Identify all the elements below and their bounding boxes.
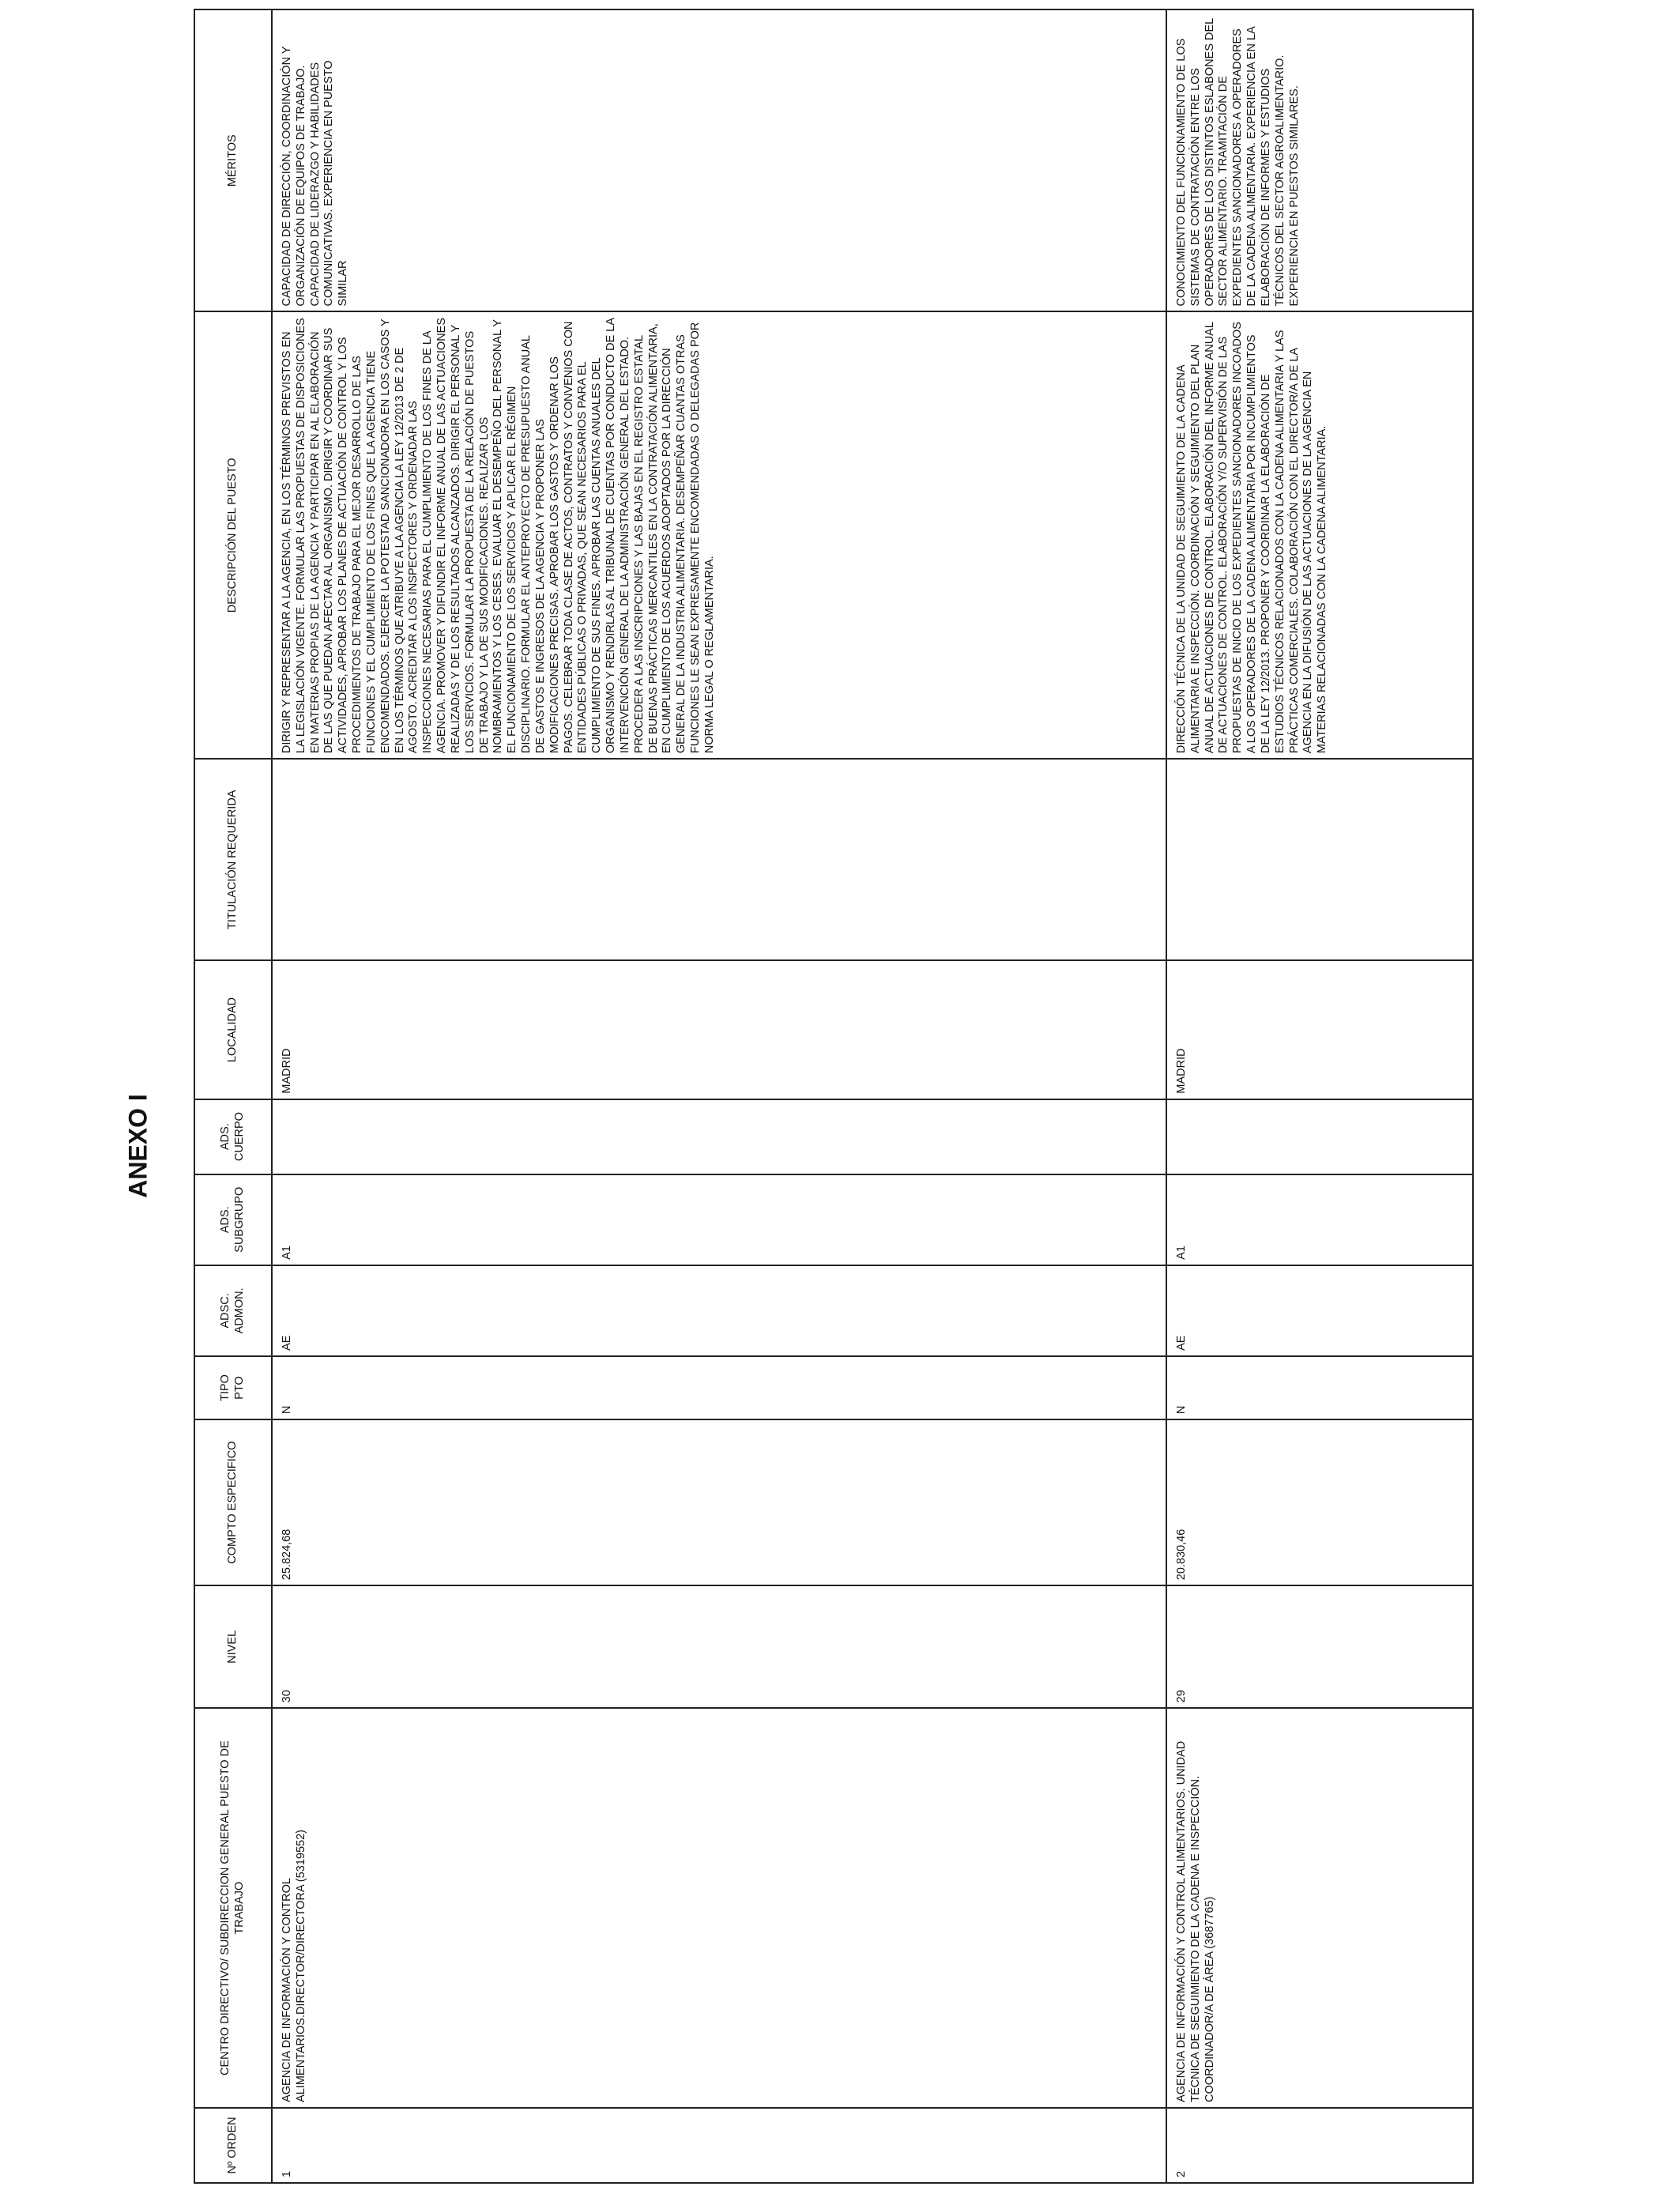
header-adsc-admon: ADSC. ADMON.	[194, 1265, 272, 1356]
cell-orden: 2	[1166, 2108, 1473, 2183]
cell-localidad: MADRID	[272, 960, 1166, 1099]
header-compto: COMPTO ESPECIFICO	[194, 1419, 272, 1585]
cell-compto: 20.830,46	[1166, 1419, 1473, 1585]
page-title: ANEXO I	[123, 1094, 153, 1198]
cell-centro: AGENCIA DE INFORMACIÓN Y CONTROL ALIMENTARIOS.DIRECTOR/DIRECTORA (5319552)	[272, 1708, 1166, 2108]
cell-nivel: 30	[272, 1585, 1166, 1708]
header-descripcion: DESCRIPCIÓN DEL PUESTO	[194, 312, 272, 760]
cell-nivel: 29	[1166, 1585, 1473, 1708]
cell-ads-subgrupo: A1	[1166, 1174, 1473, 1265]
header-localidad: LOCALIDAD	[194, 960, 272, 1099]
header-titulacion: TITULACIÓN REQUERIDA	[194, 759, 272, 960]
cell-ads-cuerpo	[1166, 1099, 1473, 1174]
header-nivel: NIVEL	[194, 1585, 272, 1708]
header-centro: CENTRO DIRECTIVO/ SUBDIRECCION GENERAL PUESTO DE TRABAJO	[194, 1708, 272, 2108]
cell-adsc-admon: AE	[1166, 1265, 1473, 1356]
cell-tipo: N	[1166, 1356, 1473, 1419]
header-tipo: TIPO PTO	[194, 1356, 272, 1419]
cell-centro: AGENCIA DE INFORMACIÓN Y CONTROL ALIMENTARIOS. UNIDAD TÉCNICA DE SEGUIMIENTO DE LA CADENA E INSPECCIÓN. COORDINADOR/A DE ÁREA (3687765)	[1166, 1708, 1473, 2108]
table-row	[1166, 9, 1473, 2183]
cell-descripcion: DIRECCIÓN TÉCNICA DE LA UNIDAD DE SEGUIMIENTO DE LA CADENA ALIMENTARIA E INSPECCIÓN. COORDINACIÓN Y SEGUIMIENTO DEL PLAN ANUAL DE ACTUACIONES DE CONTROL. ELABORACIÓN DEL INFORME ANUAL DE ACTUACIONES DE CONTROL. ELABORACIÓN Y/O SUPERVISIÓN DE LAS PROPUESTAS DE INICIO DE LOS EXPEDIENTES SANCIONADORES INCOADOS A LOS OPERADORES DE LA CADENA ALIMENTARIA POR INCUMPLIMIENTOS DE LA LEY 12/2013. PROPONER Y COORDINAR LA ELABORACIÓN DE ESTUDIOS TÉCNICOS RELACIONADOS CON LA CADENA ALIMENTARIA Y LAS PRÁCTICAS COMERCIALES. COLABORACIÓN CON EL DIRECTOR/A DE LA AGENCIA EN LA DIFUSIÓN DE LAS ACTUACIONES DE LA AGENCIA EN MATERIAS RELACIONADAS CON LA CADENA ALIMENTARIA.	[1166, 312, 1473, 760]
header-ads-cuerpo: ADS. CUERPO	[194, 1099, 272, 1174]
cell-meritos: CONOCIMIENTO DEL FUNCIONAMIENTO DE LOS SISTEMAS DE CONTRATACIÓN ENTRE LOS OPERADORES DE LOS DISTINTOS ESLABONES DEL SECTOR ALIMENTARIO. TRAMITACIÓN DE EXPEDIENTES SANCIONADORES A OPERADORES DE LA CADENA ALIMENTARIA. EXPERIENCIA EN LA ELABORACIÓN DE INFORMES Y ESTUDIOS TÉCNICOS DEL SECTOR AGROALIMENTARIO. EXPERIENCIA EN PUESTOS SIMILARES.	[1166, 9, 1473, 312]
cell-descripcion: DIRIGIR Y REPRESENTAR A LA AGENCIA, EN LOS TÉRMINOS PREVISTOS EN LA LEGISLACIÓN VIGENTE. FORMULAR LAS PROPUESTAS DE DISPOSICIONES EN MATERIAS PROPIAS DE LA AGENCIA Y PARTICIPAR EN AL ELABORACIÓN DE LAS QUE PUEDAN AFECTAR AL ORGANISMO. DIRIGIR Y COORDINAR SUS ACTIVIDADES, APROBAR LOS PLANES DE ACTUACIÓN DE CONTROL Y LOS PROCEDIMIENTOS DE TRABAJO PARA EL MEJOR DESARROLLO DE LAS FUNCIONES Y EL CUMPLIMIENTO DE LOS FINES QUE LA AGENCIA TIENE ENCOMENDADOS. EJERCER LA POTESTAD SANCIONADORA EN LOS CASOS Y EN LOS TÉRMINOS QUE ATRIBUYE A LA AGENCIA LA LEY 12/2013 DE 2 DE AGOSTO. ACREDITAR A LOS INSPECTORES Y ORDENADAR LAS INSPECCIONES NECESARIAS PARA EL CUMPLIMIENTO DE LOS FINES DE LA AGENCIA. PROMOVER Y DIFUNDIR EL INFORME ANUAL DE LAS ACTUACIONES REALIZADAS Y DE LOS RESULTADOS ALCANZADOS. DIRIGIR EL PERSONAL Y LOS SERVICIOS. FORMULAR LA PROPUESTA DE LA RELACIÓN DE PUESTOS DE TRABAJO Y LA DE SUS MODIFICACIONES. REALIZAR LOS NOMBRAMIENTOS Y LOS CESES. EVALUAR EL DESEMPEÑO DEL PERSONAL Y EL FUNCIONAMIENTO DE LOS SERVICIOS Y APLICAR EL RÉGIMEN DISCIPLINARIO. FORMULAR EL ANTEPROYECTO DE PRESUPUESTO ANUAL DE GASTOS E INGRESOS DE LA AGENCIA Y PROPONER LAS MODIFICACIONES PRECISAS. APROBAR LOS GASTOS Y ORDENAR LOS PAGOS. CELEBRAR TODA CLASE DE ACTOS, CONTRATOS Y CONVENIOS CON ENTIDADES PÚBLICAS O PRIVADAS, QUE SEAN NECESARIOS PARA EL CUMPLIMIENTO DE SUS FINES. APROBAR LAS CUENTAS ANUALES DEL ORGANISMO Y RENDIRLAS AL TRIBUNAL DE CUENTAS POR CONDUCTO DE LA INTERVENCIÓN GENERAL DE LA ADMINISTRACIÓN GENERAL DEL ESTADO. PROCEDER A LAS INSCRIPCIONES Y LAS BAJAS EN EL REGISTRO ESTATAL DE BUENAS PRÁCTICAS MERCANTILES EN LA CONTRATACIÓN ALIMENTARIA, EN CUMPLIMIENTO DE LOS ACUERDOS ADOPTADOS POR LA DIRECCIÓN GENERAL DE LA INDUSTRIA ALIMENTARIA. DESEMPEÑAR CUANTAS OTRAS FUNCIONES LE SEAN EXPRESAMENTE ENCOMENDADAS O DELEGADAS POR NORMA LEGAL O REGLAMENTARIA.	[272, 312, 1166, 760]
header-row	[194, 9, 272, 2183]
cell-titulacion	[1166, 759, 1473, 960]
cell-ads-subgrupo: A1	[272, 1174, 1166, 1265]
table-row	[272, 9, 1166, 2183]
cell-orden: 1	[272, 2108, 1166, 2183]
rotated-table-wrapper	[194, 9, 1442, 2184]
header-ads-subgrupo: ADS. SUBGRUPO	[194, 1174, 272, 1265]
anexo-table	[194, 9, 1474, 2184]
cell-meritos: CAPACIDAD DE DIRECCIÓN, COORDINACIÓN Y ORGANIZACIÓN DE EQUIPOS DE TRABAJO. CAPACIDAD DE LIDERAZGO Y HABILIDADES COMUNICATIVAS. EXPERIENCIA EN PUESTO SIMILAR	[272, 9, 1166, 312]
cell-titulacion	[272, 759, 1166, 960]
cell-compto: 25.824,68	[272, 1419, 1166, 1585]
cell-adsc-admon: AE	[272, 1265, 1166, 1356]
header-meritos: MÉRITOS	[194, 9, 272, 312]
cell-ads-cuerpo	[272, 1099, 1166, 1174]
cell-localidad: MADRID	[1166, 960, 1473, 1099]
cell-tipo: N	[272, 1356, 1166, 1419]
header-orden: Nº ORDEN	[194, 2108, 272, 2183]
